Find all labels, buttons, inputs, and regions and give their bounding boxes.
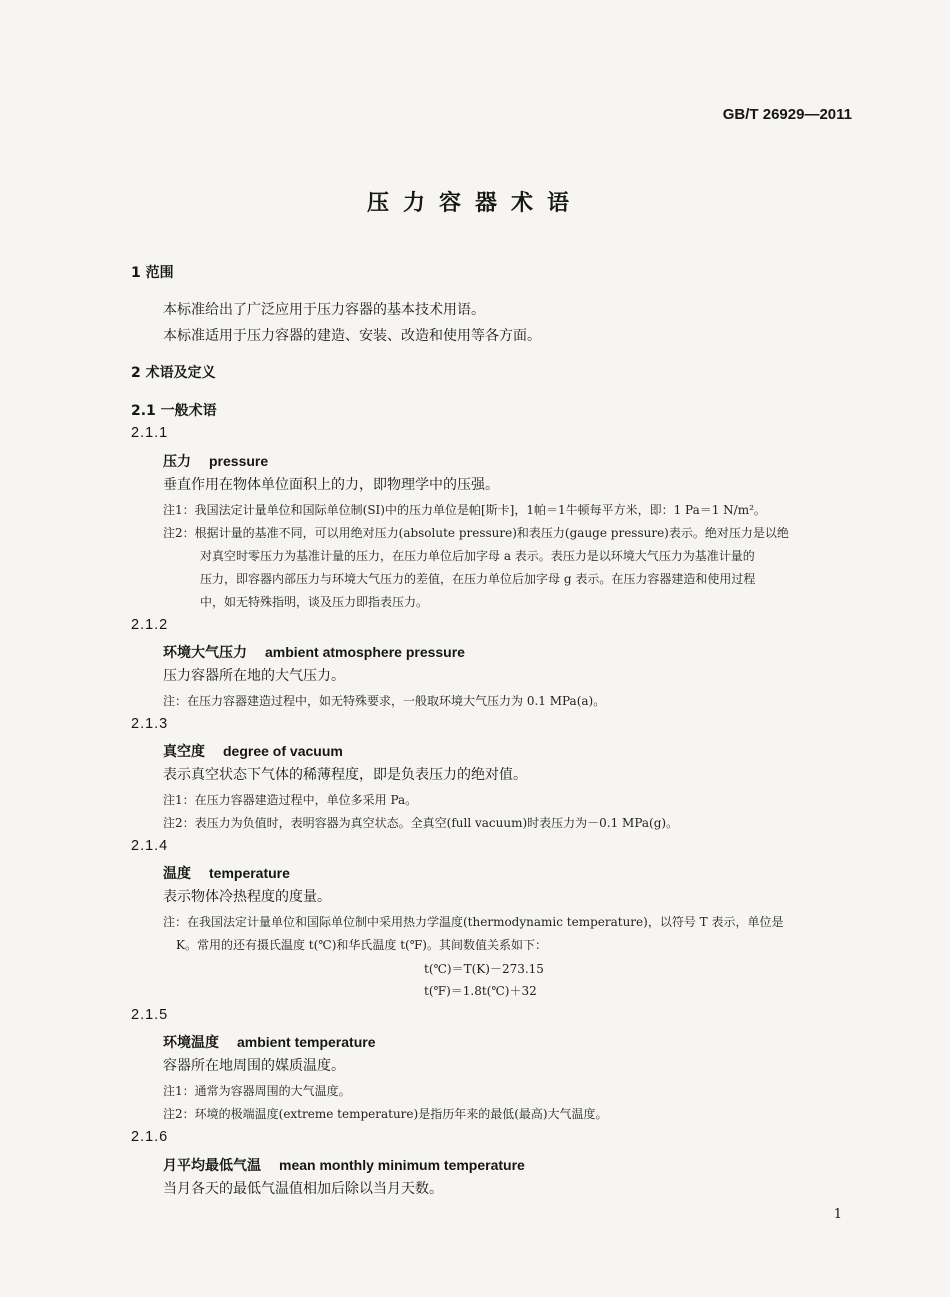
term-definition: 当月各天的最低气温值相加后除以当月天数。: [163, 1181, 443, 1197]
term-number: 2.1.3: [131, 716, 169, 732]
page-number: 1: [833, 1207, 842, 1222]
term-en: ambient temperature: [237, 1034, 376, 1050]
term-en: degree of vacuum: [223, 743, 343, 759]
term-note: 对真空时零压力为基准计量的压力，在压力单位后加字母 a 表示。表压力是以环境大气压力为基准计量的: [200, 549, 755, 563]
term-heading: [163, 741, 343, 761]
term-heading: [163, 1032, 375, 1052]
term-en: pressure: [209, 453, 269, 469]
formula: t(℉)＝1.8t(℃)＋32: [424, 984, 537, 998]
section-2-heading: 2 术语及定义: [131, 365, 216, 381]
term-definition: 压力容器所在地的大气压力。: [163, 668, 345, 684]
term-definition: 垂直作用在物体单位面积上的力，即物理学中的压强。: [163, 477, 499, 493]
term-number: 2.1.4: [131, 838, 169, 854]
term-note: 注2：根据计量的基准不同，可以用绝对压力(absolute pressure)和表压力(gauge pressure)表示。绝对压力是以绝: [163, 526, 789, 540]
term-heading: [163, 642, 465, 662]
term-zh: 真空度: [163, 744, 205, 760]
term-zh: 温度: [163, 866, 191, 882]
term-note: 注：在压力容器建造过程中，如无特殊要求，一般取环境大气压力为 0.1 MPa(a)。: [163, 694, 606, 708]
term-zh: 环境温度: [163, 1035, 219, 1051]
term-heading: [163, 863, 290, 883]
term-definition: 表示真空状态下气体的稀薄程度，即是负表压力的绝对值。: [163, 767, 527, 783]
term-note: K。常用的还有摄氏温度 t(℃)和华氏温度 t(℉)。其间数值关系如下：: [176, 938, 547, 952]
term-zh: 月平均最低气温: [163, 1158, 261, 1174]
formula: t(℃)＝T(K)－273.15: [424, 962, 544, 976]
term-note: 注：在我国法定计量单位和国际单位制中采用热力学温度(thermodynamic temperature)，以符号 T 表示，单位是: [163, 915, 784, 929]
term-note: 中，如无特殊指明，谈及压力即指表压力。: [200, 595, 429, 609]
term-definition: 容器所在地周围的媒质温度。: [163, 1058, 345, 1074]
term-number: 2.1.6: [131, 1129, 169, 1145]
standard-code: GB/T 26929—2011: [722, 106, 852, 123]
term-zh: 压力: [163, 454, 191, 470]
section-1-heading: 1 范围: [131, 265, 174, 281]
term-note: 注1：在压力容器建造过程中，单位多采用 Pa。: [163, 793, 418, 807]
subsection-heading: 2.1 一般术语: [131, 403, 217, 419]
term-en: mean monthly minimum temperature: [279, 1157, 525, 1173]
term-number: 2.1.1: [131, 425, 169, 441]
section-1-line: 本标准给出了广泛应用于压力容器的基本技术用语。: [163, 302, 485, 318]
term-number: 2.1.5: [131, 1007, 169, 1023]
term-heading: [163, 1155, 525, 1175]
term-heading: [163, 451, 268, 471]
term-note: 注2：表压力为负值时，表明容器为真空状态。全真空(full vacuum)时表压力为－0.1 MPa(g)。: [163, 816, 679, 830]
term-definition: 表示物体冷热程度的度量。: [163, 889, 331, 905]
term-note: 注1：我国法定计量单位和国际单位制(SI)中的压力单位是帕[斯卡]，1帕＝1牛顿每平方米，即：1 Pa＝1 N/m²。: [163, 503, 766, 517]
term-note: 注2：环境的极端温度(extreme temperature)是指历年来的最低(最高)大气温度。: [163, 1107, 608, 1121]
term-en: temperature: [209, 865, 290, 881]
term-note: 注1：通常为容器周围的大气温度。: [163, 1084, 351, 1098]
page-title: 压力容器术语: [366, 191, 583, 216]
term-zh: 环境大气压力: [163, 645, 247, 661]
term-note: 压力，即容器内部压力与环境大气压力的差值，在压力单位后加字母 g 表示。在压力容器建造和使用过程: [200, 572, 756, 586]
term-en: ambient atmosphere pressure: [265, 644, 465, 660]
section-1-line: 本标准适用于压力容器的建造、安装、改造和使用等各方面。: [163, 328, 541, 344]
term-number: 2.1.2: [131, 617, 169, 633]
